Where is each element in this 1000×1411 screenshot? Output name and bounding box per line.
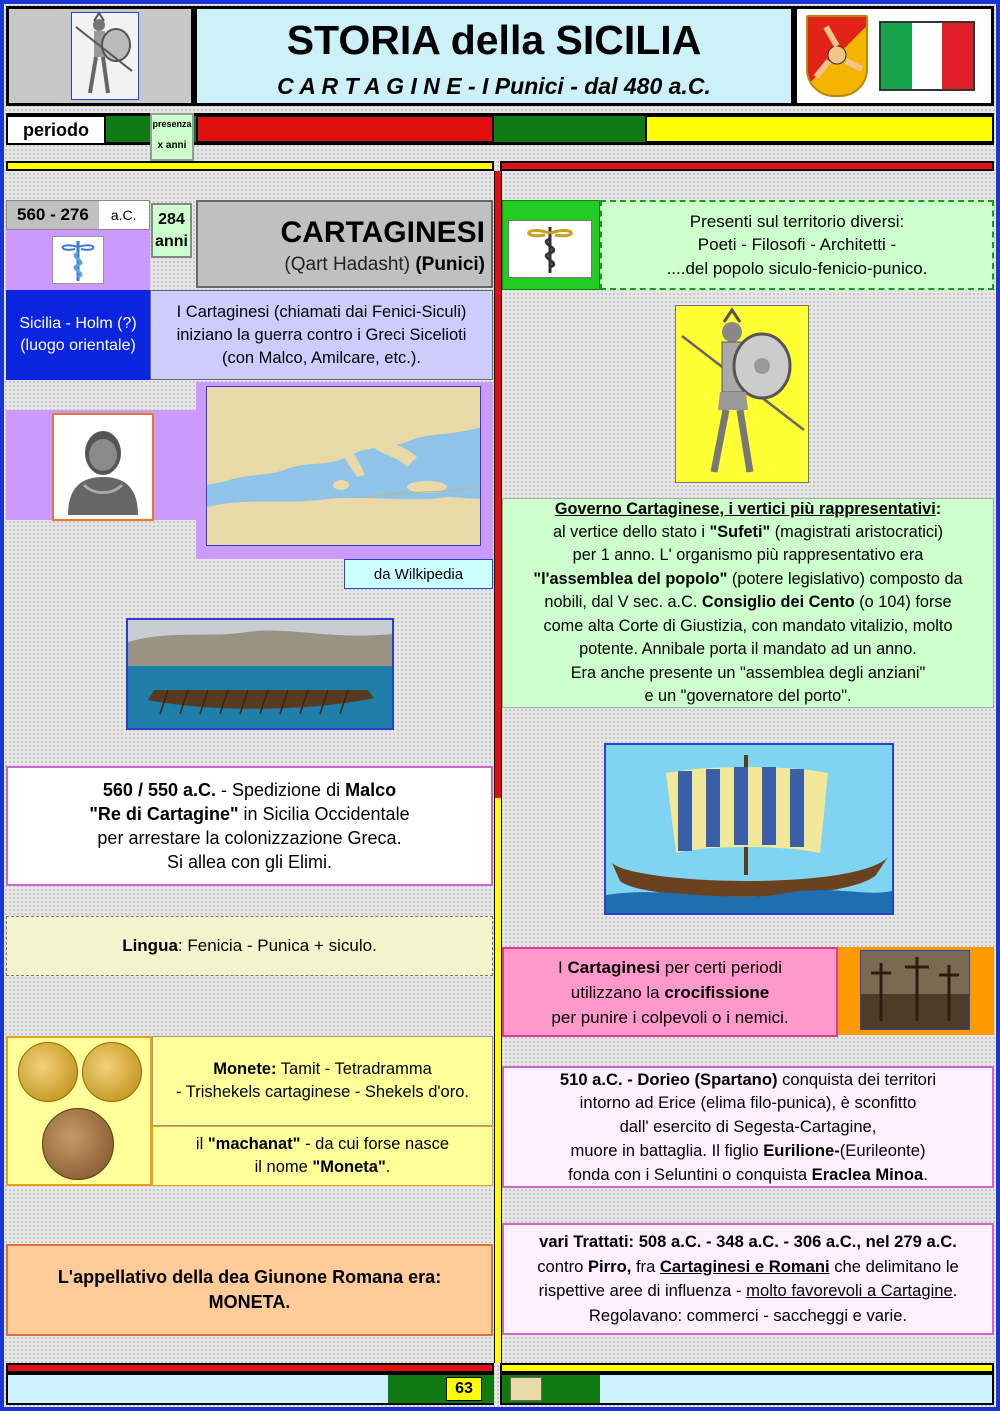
crucifixion-line-2	[571, 980, 769, 1005]
crucifixion-line-1-post: per certi periodi	[660, 957, 782, 977]
expedition-name: Malco	[345, 780, 397, 800]
dorieo-line-2: intorno ad Erice (elima filo-punica), è sconfitto	[579, 1093, 917, 1113]
people-subtitle: (Qart Hadasht)	[284, 254, 411, 275]
header-emblem-panel	[794, 6, 994, 106]
government-line-6: potente. Annibale porta il mandato ad un anno.	[579, 640, 917, 659]
intro-line-1: I Cartaginesi (chiamati dai Fenici-Siculi)	[176, 302, 467, 321]
dorieo-line-1	[560, 1068, 936, 1092]
treaties-line-3-pre: rispettive aree di influenza -	[538, 1281, 747, 1300]
presence-years-box	[150, 113, 194, 161]
column-divider-yellow	[494, 798, 502, 1363]
italian-flag-icon	[879, 21, 975, 91]
expedition-line-4: Si allea con gli Elimi.	[166, 852, 333, 872]
machanat-line-2-word: "Moneta"	[312, 1158, 386, 1176]
punic-ship-image	[126, 618, 394, 730]
government-sufeti: "Sufeti"	[709, 523, 771, 542]
people-title-box	[196, 200, 493, 288]
treaties-line-4: Regolavano: commerci - saccheggi e varie.	[588, 1305, 908, 1325]
crucifixion-carthaginians: Cartaginesi	[567, 957, 661, 977]
expedition-line-1	[103, 778, 396, 802]
government-line-5: come alta Corte di Giustizia, con mandato vitalizio, molto	[543, 616, 953, 635]
caduceus-image-right	[508, 220, 592, 278]
government-line-2: per 1 anno. L' organismo più rappresentativo era	[572, 546, 924, 565]
language-box	[6, 916, 493, 976]
crucifixion-line-2-pre: utilizzano la	[570, 982, 665, 1002]
mediterranean-map-image	[206, 386, 481, 546]
people-title: CARTAGINESI	[280, 216, 485, 249]
years-count-box	[151, 203, 192, 258]
period-label: periodo	[23, 119, 89, 140]
treaties-box	[502, 1223, 994, 1335]
treaties-parties: Cartaginesi e Romani	[659, 1256, 830, 1276]
machanat-line-2-post: .	[385, 1158, 391, 1176]
government-title-colon: :	[935, 499, 942, 518]
crucifixion-box	[502, 947, 838, 1037]
presence-box	[600, 200, 994, 290]
period-yellow-segment	[645, 115, 994, 143]
government-line-4-post: (o 104) forse	[854, 593, 952, 612]
warrior-image	[71, 12, 139, 100]
treaties-dates: vari Trattati: 508 a.C. - 348 a.C. - 306 a.C., nel 279 a.C.	[539, 1232, 957, 1251]
page-number: 63	[455, 1380, 473, 1397]
machanat-line-2-pre: il nome	[254, 1158, 313, 1176]
coins-line-1	[213, 1058, 432, 1081]
page-number-box	[446, 1377, 482, 1401]
dorieo-line-4	[570, 1139, 925, 1163]
caduceus-image-left	[52, 236, 104, 284]
column-divider-red	[494, 171, 502, 798]
dorieo-date: 510 a.C. - Dorieo (Spartano)	[559, 1069, 778, 1089]
date-unit: a.C.	[110, 207, 137, 223]
dorieo-line-4-pre: muore in battaglia. Il figlio	[570, 1140, 764, 1160]
header-title-panel	[194, 6, 794, 106]
treaties-favorable: molto favorevoli a Cartagine	[746, 1281, 953, 1300]
government-line-1-post: (magistrati aristocratici)	[770, 523, 944, 542]
bust-image	[52, 413, 154, 521]
right-column-bottom-bar	[500, 1363, 994, 1373]
coins-label: Monete:	[213, 1060, 277, 1078]
treaties-line-2-mid: fra	[631, 1256, 660, 1276]
location-line-2: (luogo orientale)	[20, 337, 136, 354]
bronze-coin-ship-icon	[42, 1108, 114, 1180]
machanat-box	[152, 1126, 493, 1186]
treaties-line-2-post: che delimitano le	[829, 1256, 959, 1276]
left-column-bottom-bar	[6, 1363, 494, 1373]
dorieo-line-1-post: conquista dei territori	[777, 1069, 937, 1089]
expedition-date: 560 / 550 a.C.	[102, 780, 216, 800]
juno-line-2: MONETA.	[208, 1292, 291, 1312]
crucifixion-line-3: per punire i colpevoli o i nemici.	[551, 1007, 789, 1027]
government-box	[502, 498, 994, 708]
years-word: anni	[155, 233, 188, 250]
machanat-word: "machanat"	[207, 1135, 301, 1153]
location-line-1: Sicilia - Holm (?)	[19, 315, 137, 332]
dorieo-line-5-post: .	[923, 1164, 928, 1184]
presence-line-1: Presenti sul territorio diversi:	[689, 211, 905, 231]
people-subtitle-line	[198, 254, 485, 276]
presence-label: presenza	[152, 119, 192, 129]
coins-line-2: - Trishekels cartaginese - Shekels d'oro.	[176, 1083, 469, 1101]
intro-line-3: (con Malco, Amilcare, etc.).	[222, 348, 421, 367]
map-source-box	[344, 559, 493, 589]
government-line-1-pre: al vertice dello stato i	[552, 523, 710, 542]
government-line-1	[553, 521, 943, 544]
presence-line-2: Poeti - Filosofi - Architetti -	[697, 235, 897, 255]
government-line-4	[544, 591, 951, 614]
gold-coin-head-icon	[18, 1042, 78, 1102]
date-range: 560 - 276	[7, 201, 99, 229]
trinacria-emblem-icon	[806, 15, 868, 97]
right-column-top-bar	[500, 161, 994, 171]
dorieo-line-5-pre: fonda con i Seluntini o conquista	[568, 1164, 812, 1184]
government-title-line	[555, 498, 941, 521]
period-label-box	[6, 115, 106, 145]
crucifixion-line-1	[558, 955, 782, 980]
juno-box	[6, 1244, 493, 1336]
years-number: 284	[158, 211, 185, 228]
dorieo-box	[502, 1066, 994, 1188]
coins-text-box	[152, 1036, 493, 1126]
page-subtitle: C A R T A G I N E - I Punici - dal 480 a.C.	[277, 73, 711, 99]
presence-line-3: ....del popolo siculo-fenicio-punico.	[666, 258, 928, 278]
page-title: STORIA della SICILIA	[286, 17, 702, 63]
dorieo-line-5	[568, 1163, 928, 1187]
treaties-line-1	[539, 1230, 957, 1255]
government-line-3-post: (potere legislativo) composto da	[727, 569, 963, 588]
carthaginian-warrior-image	[675, 305, 809, 483]
machanat-post: - da cui forse nasce	[300, 1135, 450, 1153]
coins-text-1: Tamit - Tetradramma	[276, 1060, 432, 1078]
expedition-king: "Re di Cartagine"	[89, 804, 239, 824]
expedition-text-2: in Sicilia Occidentale	[238, 804, 410, 824]
dorieo-son: Eurilione-	[763, 1140, 840, 1160]
presence-years-label: x anni	[157, 140, 187, 151]
treaties-line-3-post: .	[952, 1281, 958, 1300]
left-column-top-bar	[6, 161, 494, 171]
date-range-box	[6, 200, 150, 230]
period-red-segment	[196, 115, 494, 143]
treaties-line-2	[537, 1255, 959, 1280]
location-box	[6, 290, 150, 380]
machanat-line-2	[255, 1156, 391, 1179]
crucifixion-line-1-pre: I	[558, 957, 568, 977]
juno-line-1: L'appellativo della dea Giunone Romana era:	[57, 1267, 442, 1287]
government-assembly: "l'assemblea del popolo"	[533, 569, 728, 588]
expedition-box	[6, 766, 493, 886]
dorieo-line-3: dall' esercito di Segesta-Cartagine,	[619, 1117, 877, 1137]
government-line-4-pre: nobili, dal V sec. a.C.	[544, 593, 702, 612]
government-title: Governo Cartaginese, i vertici più rappresentativi	[554, 499, 936, 518]
language-line	[122, 936, 377, 956]
language-label: Lingua	[122, 936, 178, 955]
crucifixion-painting-image	[860, 950, 970, 1030]
dorieo-eraclea: Eraclea Minoa	[811, 1164, 924, 1184]
language-text: : Fenicia - Punica + siculo.	[177, 936, 377, 955]
people-subtitle-bold: (Punici)	[415, 254, 485, 275]
dorieo-line-4-post: (Eurileonte)	[839, 1140, 926, 1160]
gold-coin-horse-icon	[82, 1042, 142, 1102]
footer-map-thumbnail-icon	[510, 1377, 542, 1401]
intro-line-2: iniziano la guerra contro i Greci Sicelioti	[176, 325, 467, 344]
government-line-8: e un "governatore del porto".	[644, 686, 852, 705]
map-source: da Wilkipedia	[373, 565, 464, 583]
expedition-text-1: - Spedizione di	[216, 780, 346, 800]
header-image-panel	[6, 6, 194, 106]
treaties-pirro: Pirro,	[587, 1256, 632, 1276]
government-line-3	[533, 568, 962, 591]
expedition-line-3: per arrestare la colonizzazione Greca.	[97, 828, 402, 848]
expedition-line-2	[89, 802, 409, 826]
crucifixion-word: crocifissione	[664, 982, 770, 1002]
sailing-ship-image	[604, 743, 894, 915]
government-line-7: Era anche presente un "assemblea degli anziani"	[570, 663, 926, 682]
treaties-line-2-pre: contro	[537, 1256, 588, 1276]
government-council: Consiglio dei Cento	[701, 593, 855, 612]
machanat-pre: il	[195, 1135, 208, 1153]
machanat-line-1	[196, 1133, 449, 1156]
treaties-line-3	[539, 1279, 958, 1304]
intro-text-box	[150, 290, 493, 380]
